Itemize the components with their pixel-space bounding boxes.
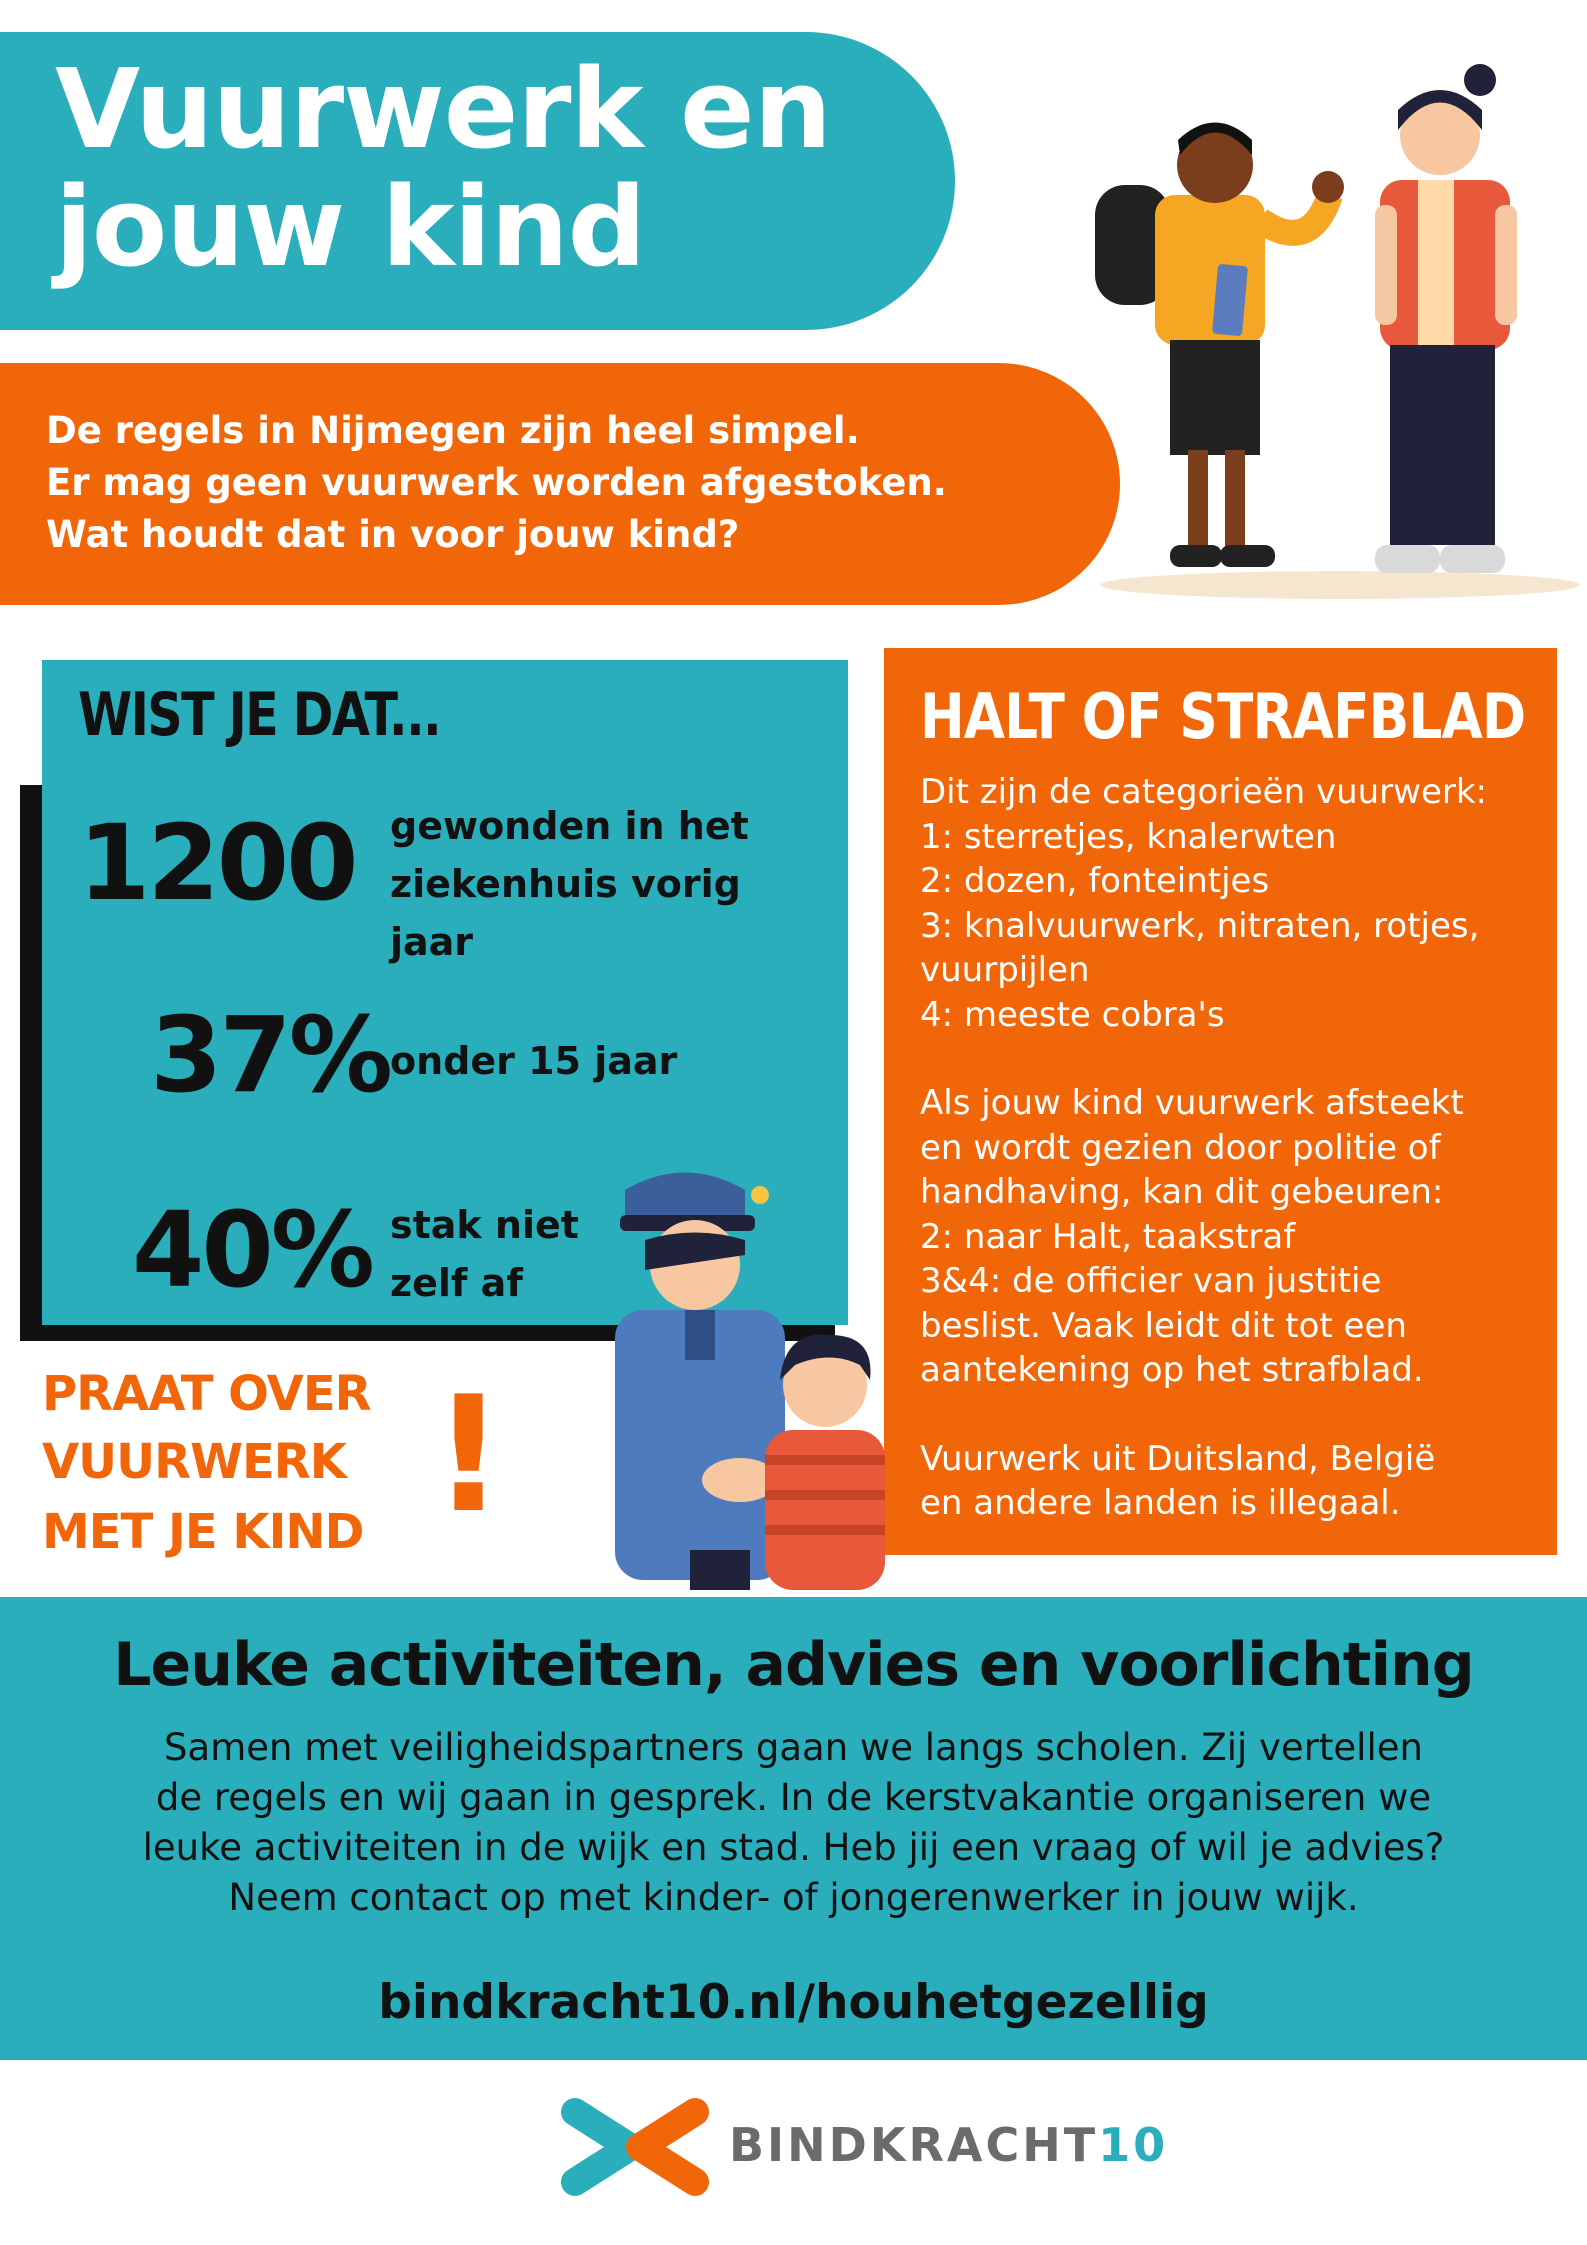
bindkracht-logo-icon bbox=[560, 2092, 710, 2202]
activities-heading: Leuke activiteiten, advies en voorlichting bbox=[113, 1630, 1474, 1700]
stat-label-injured-line-2: ziekenhuis vorig bbox=[390, 862, 741, 906]
halt-line: en andere landen is illegaal. bbox=[920, 1483, 1401, 1523]
halt-line: 3: knalvuurwerk, nitraten, rotjes, bbox=[920, 905, 1480, 946]
halt-spacer bbox=[920, 1037, 1545, 1081]
stat-label-not-self bbox=[390, 1196, 579, 1312]
halt-line: 3&4: de officier van justitie bbox=[920, 1261, 1382, 1301]
stat-value-not-self: 40% bbox=[132, 1189, 372, 1311]
stats-heading: WIST JE DAT... bbox=[78, 680, 441, 750]
page-title-line-1: Vuurwerk en bbox=[55, 45, 831, 173]
halt-line: 4: meeste cobra's bbox=[920, 994, 1225, 1035]
halt-heading: HALT OF STRAFBLAD bbox=[920, 680, 1526, 753]
intro-line-1: De regels in Nijmegen zijn heel simpel. bbox=[46, 409, 860, 452]
halt-line: Als jouw kind vuurwerk afsteekt bbox=[920, 1083, 1464, 1123]
halt-line: 1: sterretjes, knalerwten bbox=[920, 816, 1337, 857]
stat-label-injured bbox=[390, 797, 749, 971]
activities-line-4: Neem contact op met kinder- of jongerenwerker in jouw wijk. bbox=[228, 1876, 1359, 1919]
page-title bbox=[55, 45, 935, 291]
stat-value-injured: 1200 bbox=[78, 802, 356, 924]
two-children-illustration bbox=[1040, 55, 1587, 600]
stat-label-not-self-line-1: stak niet bbox=[390, 1203, 579, 1247]
halt-line: 2: dozen, fonteintjes bbox=[920, 861, 1270, 901]
stat-label-under-15: onder 15 jaar bbox=[390, 1039, 678, 1083]
halt-line: en wordt gezien door politie of bbox=[920, 1127, 1441, 1168]
halt-line: vuurpijlen bbox=[920, 950, 1090, 990]
activities-line-3: leuke activiteiten in de wijk en stad. Heb jij een vraag of wil je advies? bbox=[142, 1826, 1445, 1869]
exclamation-mark: ! bbox=[432, 1361, 505, 1548]
halt-line: Dit zijn de categorieën vuurwerk: bbox=[920, 772, 1487, 812]
praat-line-3: MET JE KIND bbox=[42, 1504, 364, 1560]
halt-line: handhaving, kan dit gebeuren: bbox=[920, 1172, 1444, 1212]
bindkracht-logo-text bbox=[729, 2118, 1168, 2172]
halt-line: Vuurwerk uit Duitsland, België bbox=[920, 1438, 1436, 1479]
stat-label-not-self-line-2: zelf af bbox=[390, 1261, 523, 1305]
activities-line-1: Samen met veiligheidspartners gaan we langs scholen. Zij vertellen bbox=[164, 1726, 1423, 1769]
halt-line: 2: naar Halt, taakstraf bbox=[920, 1216, 1296, 1257]
intro-line-2: Er mag geen vuurwerk worden afgestoken. bbox=[46, 461, 947, 504]
police-officer-with-boy-illustration bbox=[595, 1170, 925, 1600]
halt-body bbox=[920, 770, 1545, 1526]
page-title-line-2: jouw kind bbox=[55, 163, 646, 291]
intro-line-3: Wat houdt dat in voor jouw kind? bbox=[46, 513, 740, 556]
praat-line-2: VUURWERK bbox=[42, 1434, 346, 1490]
stat-label-injured-line-1: gewonden in het bbox=[390, 804, 749, 848]
halt-line: beslist. Vaak leidt dit tot een bbox=[920, 1305, 1407, 1346]
halt-line: aantekening op het strafblad. bbox=[920, 1350, 1424, 1390]
stat-value-under-15: 37% bbox=[150, 994, 390, 1116]
halt-spacer bbox=[920, 1393, 1545, 1437]
logo-word: BINDKRACHT bbox=[729, 2118, 1099, 2172]
website-link[interactable]: bindkracht10.nl/houhetgezellig bbox=[378, 1975, 1209, 2030]
logo-number: 10 bbox=[1098, 2118, 1169, 2172]
praat-line-1: PRAAT OVER bbox=[42, 1366, 371, 1422]
stat-label-injured-line-3: jaar bbox=[390, 920, 474, 964]
activities-line-2: de regels en wij gaan in gesprek. In de kerstvakantie organiseren we bbox=[155, 1776, 1432, 1819]
